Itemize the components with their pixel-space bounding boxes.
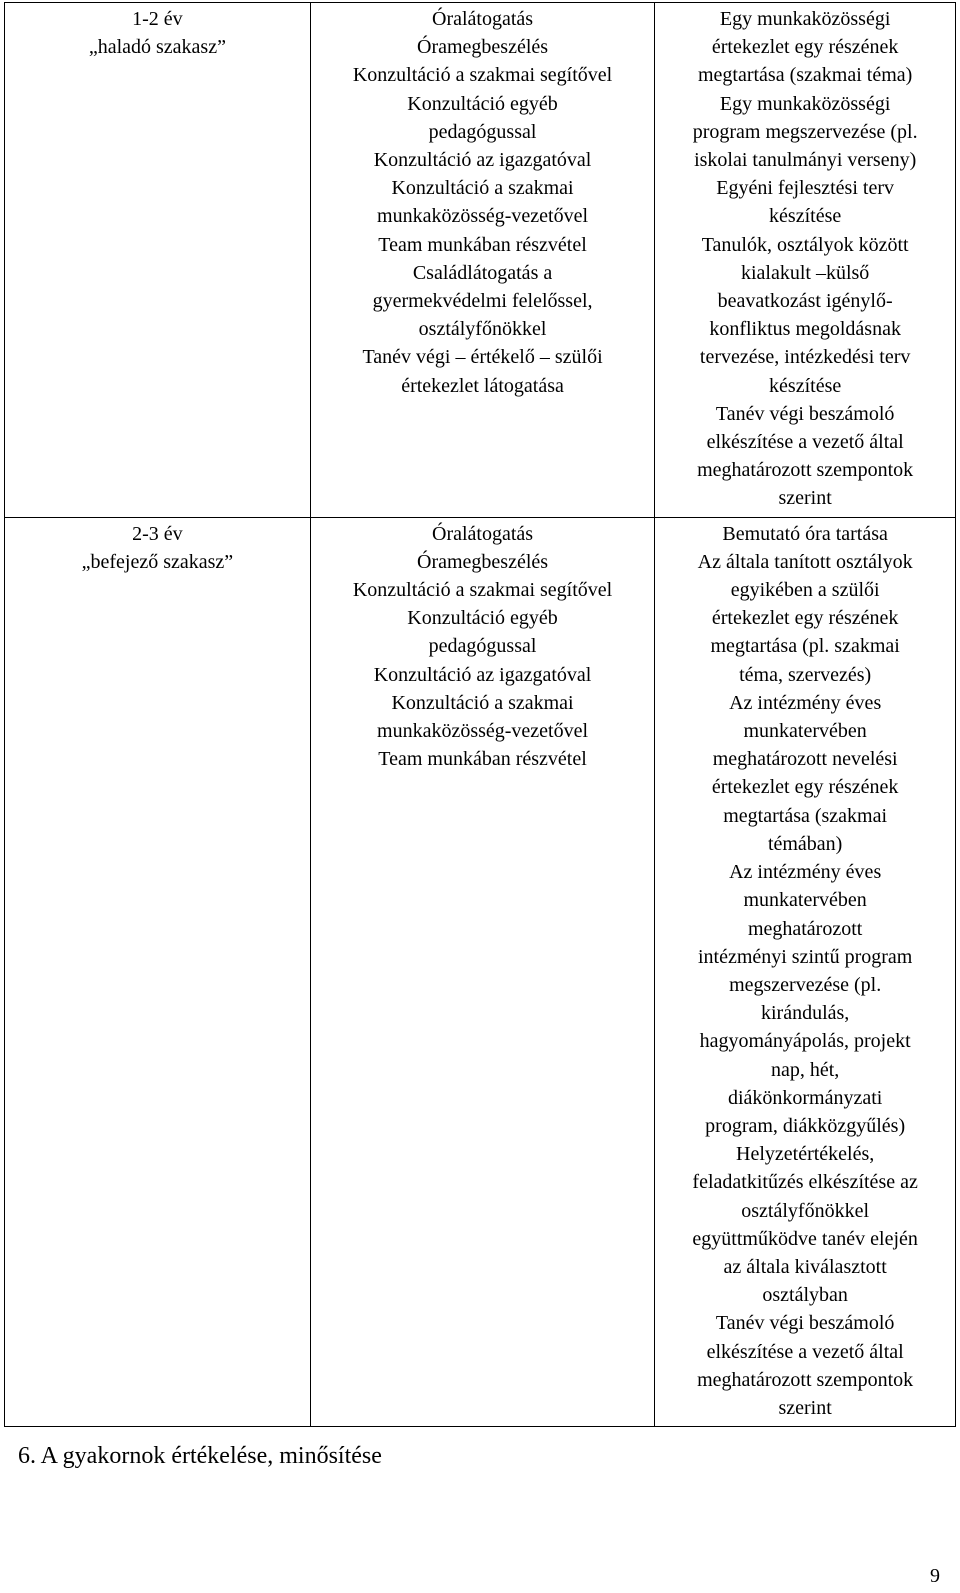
cell-line: meghatározott [747, 917, 863, 940]
cell-line: elkészítése a vezető által [706, 1340, 904, 1363]
cell-line: konfliktus megoldásnak [709, 318, 901, 341]
cell-line: osztályban [762, 1284, 848, 1307]
cell-line: „haladó szakasz” [88, 36, 226, 59]
cell-line: megtartása (szakmai téma) [697, 64, 913, 87]
cell-line: nap, hét, [770, 1058, 840, 1081]
tasks-cell [655, 517, 956, 1427]
cell-line: megszervezése (pl. [729, 973, 882, 996]
cell-line: értekezlet egy részének [711, 776, 899, 799]
cell-line: 1-2 év [132, 8, 183, 30]
cell-line: Óralátogatás [432, 8, 534, 30]
cell-line: Konzultáció egyéb [407, 607, 558, 630]
cell-line: meghatározott szempontok [697, 459, 914, 482]
cell-line: Egyéni fejlesztési terv [716, 177, 894, 200]
cell-line: Óramegbeszélés [417, 36, 549, 59]
cell-line: értekezlet egy részének [711, 36, 899, 59]
table-row [5, 3, 956, 518]
cell-line: Konzultáció egyéb [407, 92, 558, 115]
page-number: 9 [930, 1565, 940, 1587]
cell-line: Tanév végi beszámoló [715, 1312, 895, 1335]
activities-cell [310, 3, 655, 518]
cell-line: Team munkában részvétel [378, 233, 587, 256]
cell-line: osztályfőnökkel [418, 318, 547, 341]
cell-line: meghatározott nevelési [712, 748, 898, 771]
cell-line: Az intézmény éves [729, 691, 882, 714]
cell-line: téma, szervezés) [739, 663, 872, 686]
cell-line: munkaközösség-vezetővel [377, 720, 589, 743]
cell-line: megtartása (szakmai [723, 804, 888, 827]
cell-line: készítése [769, 205, 842, 228]
cell-line: együttműködve tanév elején [692, 1227, 918, 1250]
cell-line: Tanév végi beszámoló [715, 402, 895, 425]
cell-line: értekezlet egy részének [711, 607, 899, 630]
cell-line: Családlátogatás a [412, 261, 553, 284]
cell-line: munkatervében [743, 889, 867, 912]
cell-line: gyermekvédelmi felelőssel, [372, 290, 593, 313]
table-row [5, 517, 956, 1427]
cell-line: megtartása (pl. szakmai [710, 635, 900, 658]
cell-line: „befejező szakasz” [81, 550, 234, 573]
year-cell [5, 3, 311, 518]
cell-line: Az intézmény éves [729, 861, 882, 884]
cell-line: elkészítése a vezető által [706, 431, 904, 454]
cell-line: 2-3 év [132, 522, 183, 545]
cell-line: témában) [767, 832, 843, 855]
tasks-cell [655, 3, 956, 518]
cell-line: meghatározott szempontok [697, 1368, 914, 1391]
cell-line: egyikében a szülői [730, 579, 880, 602]
cell-line: kirándulás, [760, 1002, 850, 1025]
cell-line: Konzultáció a szakmai [391, 691, 574, 714]
cell-line: pedagógussal [428, 635, 537, 658]
cell-line: Az általa tanított osztályok [697, 550, 913, 573]
mentoring-plan-table [4, 2, 956, 1427]
cell-line: értekezlet látogatása [401, 374, 564, 397]
cell-line: Óramegbeszélés [417, 550, 549, 573]
cell-line: kialakult –külső [740, 261, 870, 284]
cell-line: Egy munkaközösségi [719, 92, 891, 115]
cell-line: diákönkormányzati [727, 1086, 883, 1109]
cell-line: Bemutató óra tartása [722, 522, 888, 545]
cell-line: szerint [778, 487, 832, 510]
cell-line: program megszervezése (pl. [692, 120, 918, 143]
cell-line: Konzultáció a szakmai [391, 177, 574, 200]
cell-line: pedagógussal [428, 120, 537, 143]
cell-line: feladatkitűzés elkészítése az [692, 1171, 918, 1194]
year-cell [5, 517, 311, 1427]
cell-line: iskolai tanulmányi verseny) [694, 149, 917, 172]
cell-line: Tanulók, osztályok között [701, 233, 909, 256]
cell-line: szerint [778, 1396, 832, 1419]
cell-line: Konzultáció a szakmai segítővel [352, 64, 613, 87]
cell-line: Konzultáció az igazgatóval [373, 149, 592, 172]
cell-line: Konzultáció az igazgatóval [373, 663, 592, 686]
activities-cell [310, 517, 655, 1427]
cell-line: Helyzetértékelés, [736, 1143, 875, 1166]
cell-line: az általa kiválasztott [723, 1255, 887, 1278]
cell-line: program, diákközgyűlés) [705, 1114, 906, 1137]
cell-line: beavatkozást igénylő- [717, 290, 893, 313]
section-heading: 6. A gyakornok értékelése, minősítése [18, 1443, 382, 1469]
cell-line: munkaközösség-vezetővel [377, 205, 589, 228]
cell-line: készítése [769, 374, 842, 397]
cell-line: intézményi szintű program [697, 945, 913, 968]
cell-line: Óralátogatás [432, 522, 534, 545]
cell-line: munkatervében [743, 720, 867, 743]
cell-line: Egy munkaközösségi [719, 8, 891, 30]
cell-line: tervezése, intézkedési terv [699, 346, 911, 369]
cell-line: osztályfőnökkel [741, 1199, 870, 1222]
cell-line: Team munkában részvétel [378, 748, 587, 771]
cell-line: Tanév végi – értékelő – szülői [362, 346, 603, 369]
cell-line: Konzultáció a szakmai segítővel [352, 579, 613, 602]
cell-line: hagyományápolás, projekt [699, 1030, 911, 1053]
